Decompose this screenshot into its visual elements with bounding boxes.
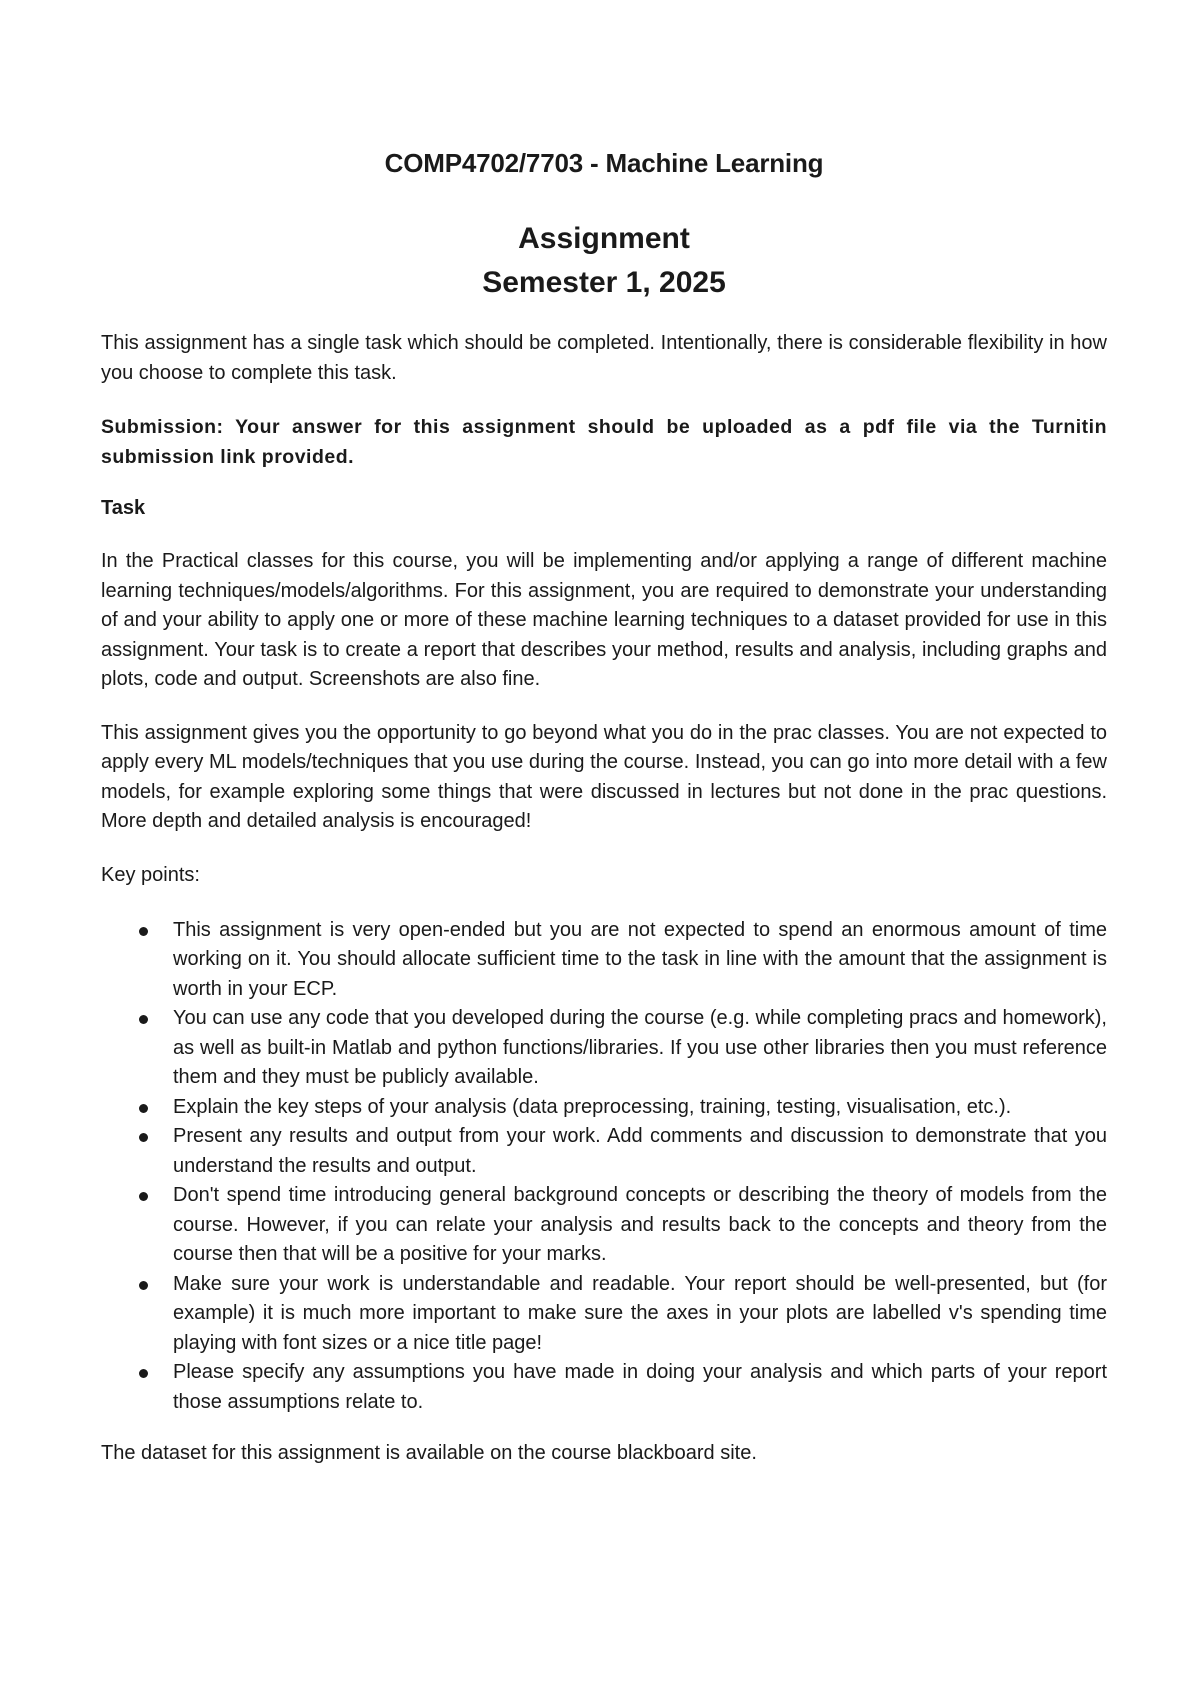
document-subtitle: Semester 1, 2025	[482, 266, 726, 299]
course-title: COMP4702/7703 - Machine Learning	[384, 148, 824, 178]
document-content	[101, 145, 1107, 1493]
document-title: Assignment	[518, 222, 690, 255]
submission-paragraph: Submission: Your answer for this assignment should be uploaded as a pdf file via the Turnitin submission link provided.	[101, 416, 1107, 468]
bullet-icon	[139, 1015, 148, 1024]
list-item	[101, 1093, 1107, 1123]
list-item-text: Explain the key steps of your analysis (data preprocessing, training, testing, visualisation, etc.).	[173, 1095, 1012, 1118]
task-paragraph: In the Practical classes for this course, you will be implementing and/or applying a range of different machine learning techniques/models/algorithms. For this assignment, you are required to demonstrate your understanding of and your ability to apply one or more of these machine learning techniques to a dataset provided for use in this assignment. Your task is to create a report that describes your method, results and analysis, including graphs and plots, code and output. Screenshots are also fine.	[101, 550, 1107, 690]
list-item	[101, 1358, 1107, 1417]
bullet-icon	[139, 1192, 148, 1201]
list-item-text: This assignment is very open-ended but you are not expected to spend an enormous amount of time working on it. You should allocate sufficient time to the task in line with the amount that the assignment is worth in your ECP.	[173, 918, 1107, 1000]
bullet-icon	[139, 1104, 148, 1113]
list-item-text: Don't spend time introducing general background concepts or describing the theory of models from the course. However, if you can relate your analysis and results back to the concepts and theory from the course then that will be a positive for your marks.	[173, 1184, 1107, 1265]
list-item	[101, 1181, 1107, 1270]
list-item	[101, 1270, 1107, 1359]
dataset-note: The dataset for this assignment is available on the course blackboard site.	[101, 1442, 757, 1464]
bullet-icon	[139, 1281, 148, 1290]
bullet-icon	[139, 1369, 148, 1378]
list-item-text: Make sure your work is understandable and readable. Your report should be well-presented, but (for example) it is much more important to make sure the axes in your plots are labelled v's spending time playing with font sizes or a nice title page!	[173, 1272, 1107, 1354]
bullet-icon	[139, 927, 148, 936]
bullet-icon	[139, 1133, 148, 1142]
key-points-label: Key points:	[101, 863, 200, 886]
list-item-text: You can use any code that you developed during the course (e.g. while completing pracs and homework), as well as built-in Matlab and python functions/libraries. If you use other libraries then you must reference them and they must be publicly available.	[173, 1007, 1107, 1088]
list-item	[101, 1122, 1107, 1181]
opportunity-paragraph: This assignment gives you the opportunity to go beyond what you do in the prac classes. You are not expected to apply every ML models/techniques that you use during the course. Instead, you can go into more detail with a few models, for example exploring some things that were discussed in lectures but not done in the prac questions. More depth and detailed analysis is encouraged!	[101, 721, 1107, 832]
task-heading: Task	[101, 497, 146, 519]
list-item-text: Present any results and output from your work. Add comments and discussion to demonstrate that you understand the results and output.	[173, 1125, 1107, 1177]
key-points-list	[101, 916, 1107, 1418]
intro-paragraph: This assignment has a single task which should be completed. Intentionally, there is considerable flexibility in how you choose to complete this task.	[101, 332, 1107, 384]
list-item	[101, 1004, 1107, 1093]
list-item-text: Please specify any assumptions you have made in doing your analysis and which parts of your report those assumptions relate to.	[173, 1361, 1107, 1413]
list-item	[101, 916, 1107, 1005]
